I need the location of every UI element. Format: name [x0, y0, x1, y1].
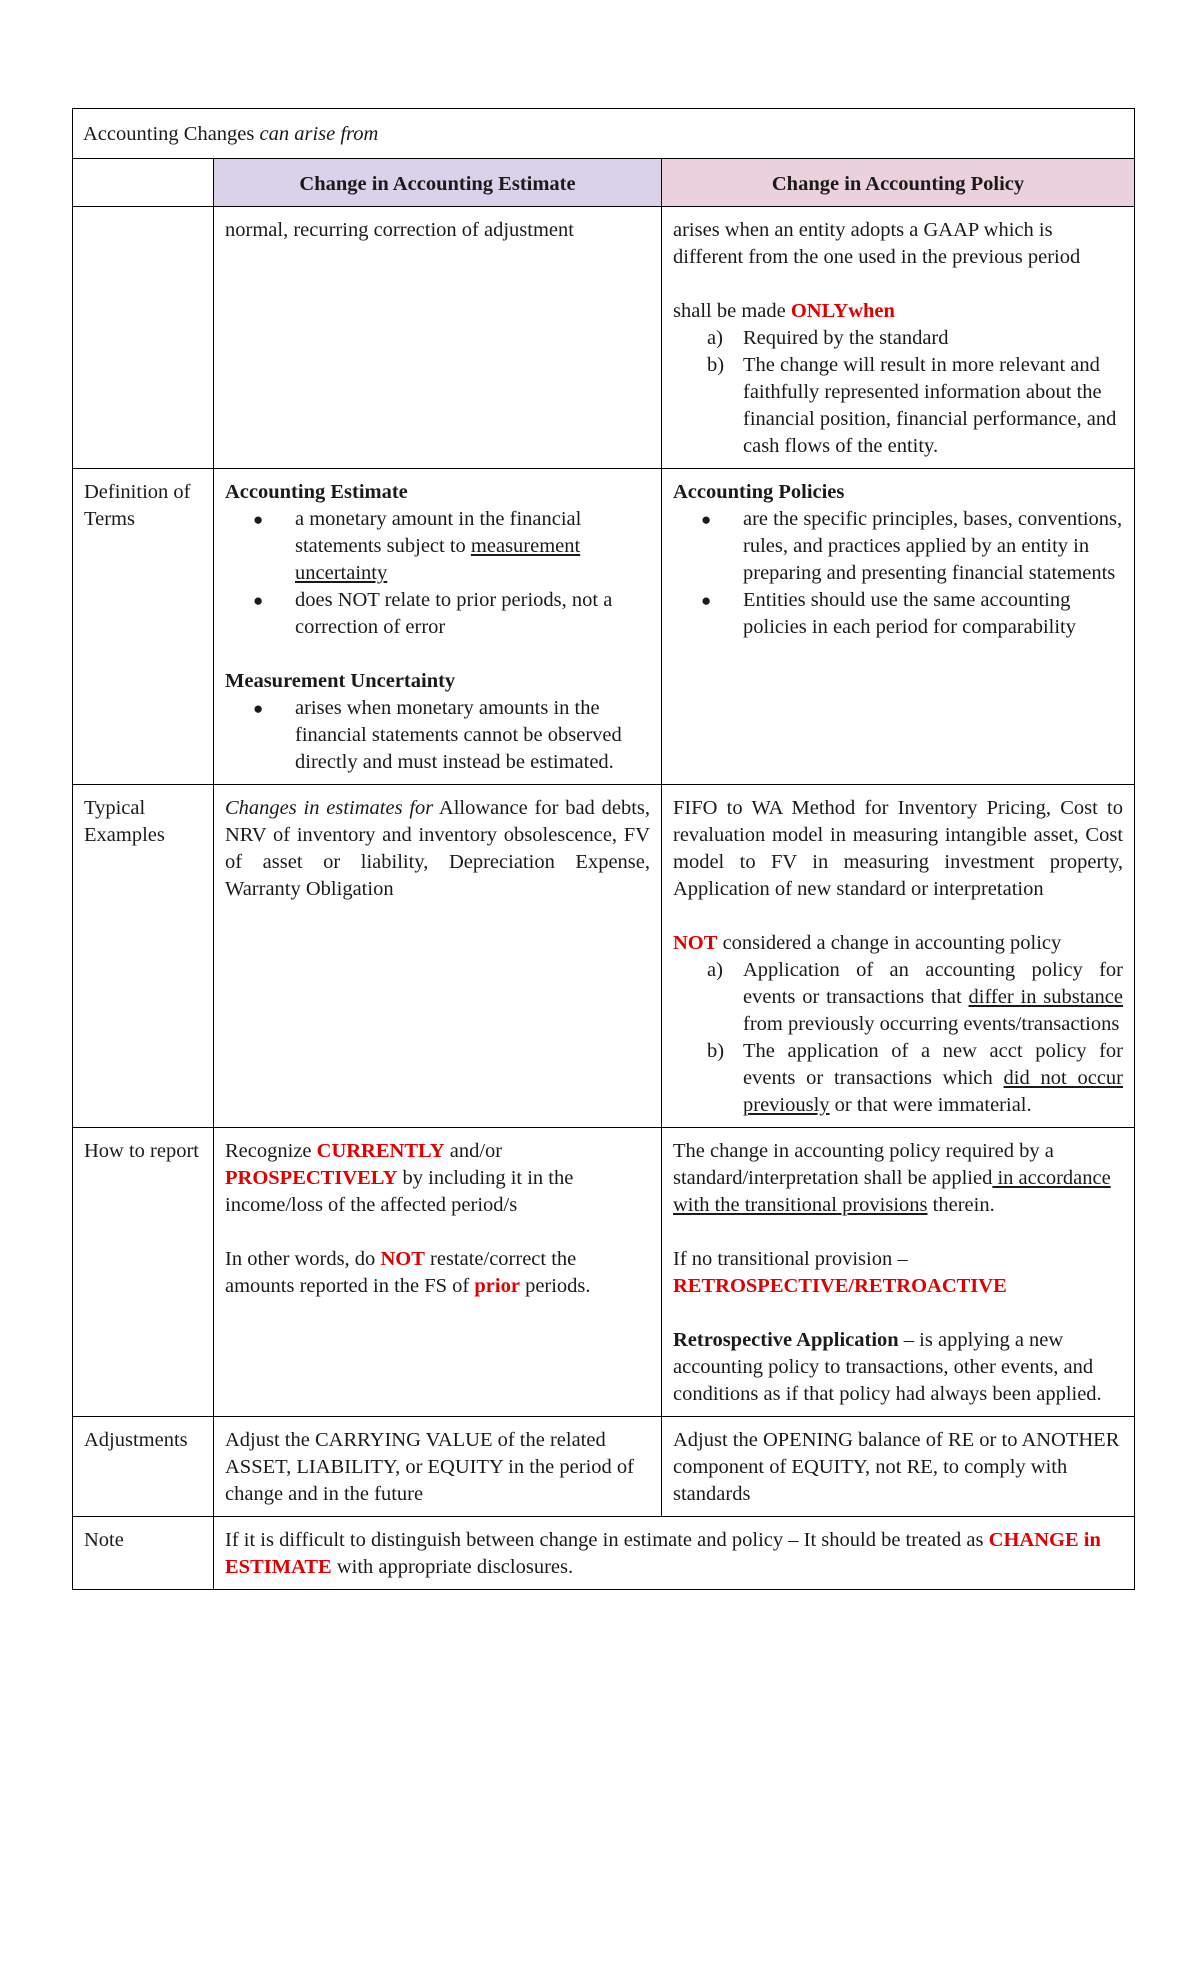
- table-row: [73, 1128, 1135, 1417]
- bullet-icon: ●: [253, 699, 264, 718]
- bullet-icon: ●: [701, 510, 712, 529]
- header-estimate: Change in Accounting Estimate: [214, 159, 662, 207]
- report-estimate-cell: Recognize CURRENTLY and/or PROSPECTIVELY by including it in the income/loss of the affected period/s In other words, do NOT restate/correct the amounts reported in the FS of prior periods.: [214, 1128, 662, 1417]
- definition-estimate-cell: Accounting Estimate ● a monetary amount in the financial statements subject to measurement uncertainty ● does NOT relate to prior periods, not a correction of error Measurement Uncertainty ● arises when monetary amounts in the financial statements cannot be observed directly and must instead be estimated.: [214, 469, 662, 785]
- examples-policy-cell: FIFO to WA Method for Inventory Pricing, Cost to revaluation model in measuring intangible asset, Cost model to FV in measuring investment property, Application of new standard or interpretation NOT considered a change in accounting policy a) Application of an accounting policy for events or transactions that differ in substance from previously occurring events/transactions b) The application of a new acct policy for events or transactions which did not occur previously or that were immaterial.: [662, 785, 1135, 1128]
- policy-condition-list: [673, 325, 1123, 460]
- table-row: [73, 469, 1135, 785]
- list-item: a) Required by the standard: [707, 327, 949, 349]
- accounting-changes-table: [72, 108, 1135, 1590]
- adjust-policy-cell: Adjust the OPENING balance of RE or to ANOTHER component of EQUITY, not RE, to comply with standards: [662, 1417, 1135, 1517]
- header-policy: Change in Accounting Policy: [662, 159, 1135, 207]
- intro-policy-cell: arises when an entity adopts a GAAP which is different from the one used in the previous period shall be made ONLYwhen a) Required by the standard b) The change will result in more relevant and faithfully represented information about the financial position, financial performance, and cash flows of the entity.: [662, 207, 1135, 469]
- table-row: [73, 1517, 1135, 1590]
- list-item: ● are the specific principles, bases, conventions, rules, and practices applied by an entity in preparing and presenting financial statements: [701, 508, 1123, 584]
- bullet-icon: ●: [253, 591, 264, 610]
- list-item: a) Application of an accounting policy for events or transactions that differ in substance from previously occurring events/transactions: [707, 959, 1124, 1035]
- row-label-adjustments: Adjustments: [73, 1417, 214, 1517]
- note-cell: If it is difficult to distinguish between change in estimate and policy – It should be treated as CHANGE in ESTIMATE with appropriate disclosures.: [214, 1517, 1135, 1590]
- row-label-definition: Definition of Terms: [73, 469, 214, 785]
- adjust-estimate-cell: Adjust the CARRYING VALUE of the related ASSET, LIABILITY, or EQUITY in the period of change and in the future: [214, 1417, 662, 1517]
- table-row: [73, 1417, 1135, 1517]
- list-item: b) The application of a new acct policy for events or transactions which did not occur previously or that were immaterial.: [707, 1040, 1124, 1116]
- row-label-empty: [73, 207, 214, 469]
- list-item: ● arises when monetary amounts in the financial statements cannot be observed directly and must instead be estimated.: [253, 697, 622, 773]
- document-page: [72, 108, 1134, 1590]
- table-title: Accounting Changes can arise from: [73, 109, 1135, 159]
- list-item: b) The change will result in more relevant and faithfully represented information about the financial position, financial performance, and cash flows of the entity.: [707, 354, 1117, 457]
- bullet-icon: ●: [701, 591, 712, 610]
- examples-estimate-cell: Changes in estimates for Allowance for bad debts, NRV of inventory and inventory obsolescence, FV of asset or liability, Depreciation Expense, Warranty Obligation: [214, 785, 662, 1128]
- intro-estimate-cell: normal, recurring correction of adjustment: [214, 207, 662, 469]
- table-row: [73, 207, 1135, 469]
- report-policy-cell: The change in accounting policy required by a standard/interpretation shall be applied in accordance with the transitional provisions therein. If no transitional provision – RETROSPECTIVE/RETROACTIVE Retrospective Application – is applying a new accounting policy to transactions, other events, and conditions as if that policy had always been applied.: [662, 1128, 1135, 1417]
- table-row: [73, 785, 1135, 1128]
- title-row: [73, 109, 1135, 159]
- row-label-report: How to report: [73, 1128, 214, 1417]
- list-item: ● Entities should use the same accounting policies in each period for comparability: [701, 589, 1077, 638]
- list-item: ● a monetary amount in the financial statements subject to measurement uncertainty: [253, 508, 582, 584]
- header-row: [73, 159, 1135, 207]
- row-label-examples: Typical Examples: [73, 785, 214, 1128]
- definition-policy-cell: Accounting Policies ● are the specific principles, bases, conventions, rules, and practices applied by an entity in preparing and presenting financial statements ● Entities should use the same accounting policies in each period for comparability: [662, 469, 1135, 785]
- list-item: ● does NOT relate to prior periods, not a correction of error: [253, 589, 613, 638]
- header-empty-cell: [73, 159, 214, 207]
- bullet-icon: ●: [253, 510, 264, 529]
- row-label-note: Note: [73, 1517, 214, 1590]
